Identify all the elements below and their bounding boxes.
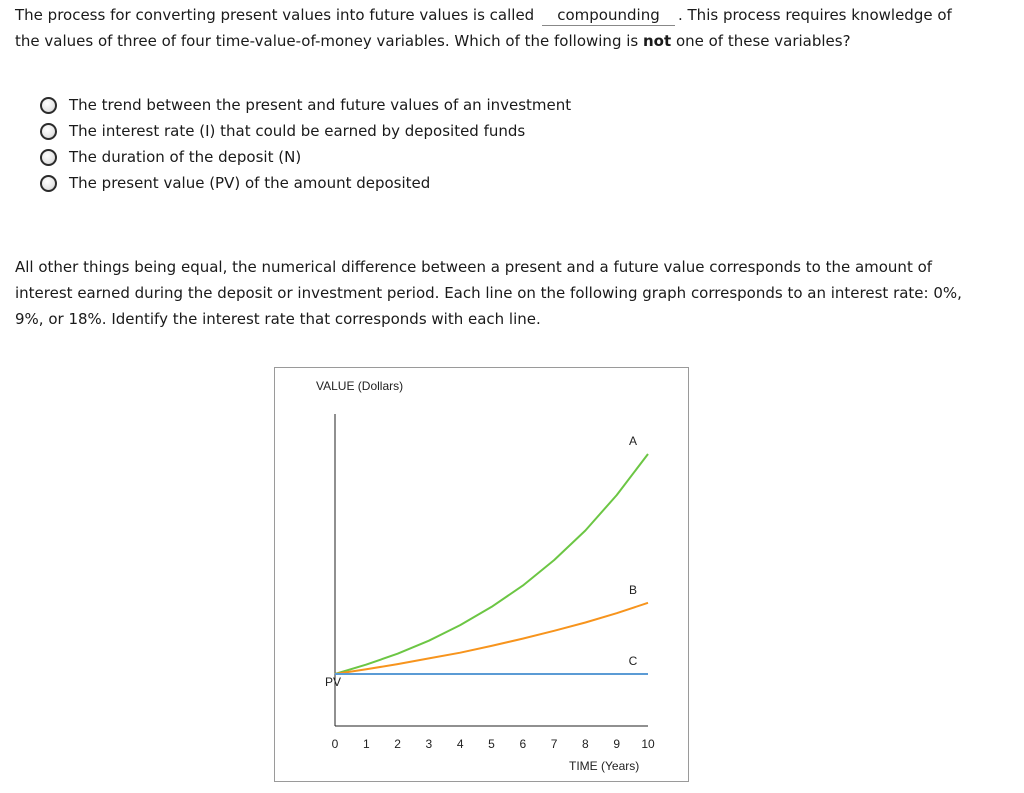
series-label-a: A	[628, 434, 638, 449]
x-tick-label: 7	[550, 737, 558, 751]
question-1-after: . This process requires knowledge of the values of three of four time-value-of-money variables. Which of the following is	[15, 6, 952, 50]
series-line-b	[335, 603, 648, 674]
option-label: The duration of the deposit (N)	[69, 148, 302, 166]
x-tick-labels	[332, 737, 655, 751]
option-label: The present value (PV) of the amount deposited	[69, 174, 431, 192]
radio-button[interactable]	[40, 97, 57, 114]
chart	[275, 368, 688, 781]
x-tick-label: 10	[641, 737, 655, 751]
x-tick-label: 5	[488, 737, 495, 751]
option-interest-rate[interactable]	[40, 118, 571, 144]
series-label-b: B	[628, 582, 638, 597]
x-axis-label: TIME (Years)	[569, 759, 640, 773]
x-tick-label: 3	[425, 737, 433, 751]
x-tick-label: 2	[394, 737, 401, 751]
answer-options	[40, 92, 571, 196]
chart-panel	[274, 367, 689, 782]
series-line-a	[335, 454, 648, 674]
y-axis-label: VALUE (Dollars)	[316, 379, 404, 393]
emphasis-not: not	[643, 32, 672, 50]
pv-label: PV	[325, 675, 342, 689]
option-trend[interactable]	[40, 92, 571, 118]
series-label-c: C	[628, 654, 638, 668]
question-2-text: All other things being equal, the numerical difference between a present and a future value corresponds to the amount of interest earned during the deposit or investment period. Each line on the following graph corresponds to an interest rate: 0%, 9%, or 18%. Identify the interest rate that corresponds with each line.	[15, 258, 962, 328]
option-present-value[interactable]	[40, 170, 571, 196]
option-duration[interactable]	[40, 144, 571, 170]
x-tick-label: 1	[362, 737, 370, 751]
radio-button[interactable]	[40, 149, 57, 166]
x-tick-label: 6	[519, 737, 527, 751]
x-tick-label: 8	[582, 737, 589, 751]
question-1-text	[15, 2, 975, 54]
radio-button[interactable]	[40, 123, 57, 140]
option-label: The interest rate (I) that could be earned by deposited funds	[69, 122, 526, 140]
x-tick-label: 4	[456, 737, 464, 751]
question-1-before: The process for converting present values into future values is called	[15, 6, 535, 24]
x-tick-label: 9	[613, 737, 621, 751]
radio-button[interactable]	[40, 175, 57, 192]
answer-blank[interactable]: compounding	[542, 5, 675, 26]
x-tick-label: 0	[331, 737, 339, 751]
series-lines	[335, 434, 648, 674]
option-label: The trend between the present and future values of an investment	[69, 96, 572, 114]
question-1-end: one of these variables?	[675, 32, 851, 50]
